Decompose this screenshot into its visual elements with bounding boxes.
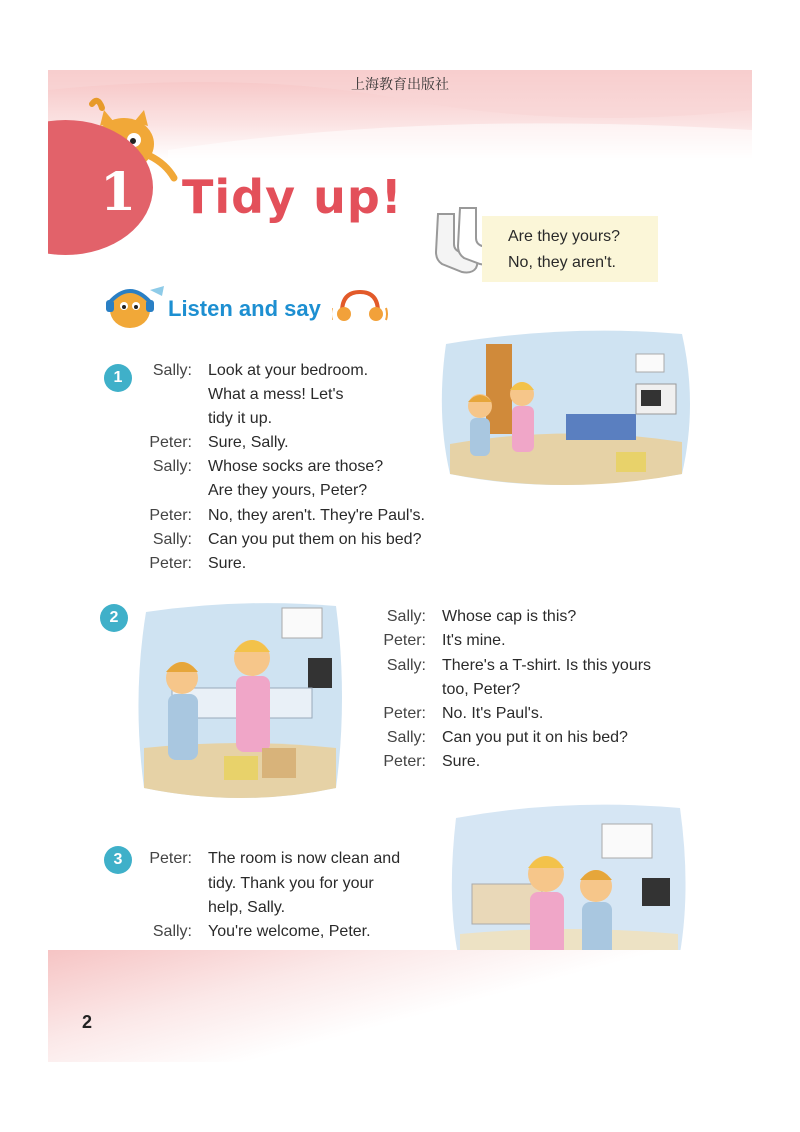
dialogue-line: tidy it up. — [208, 410, 273, 427]
headphones-icon — [332, 288, 388, 324]
speaker: Peter: — [149, 555, 192, 572]
speaker: Peter: — [383, 705, 426, 722]
dialogue-line: Sure. — [208, 555, 247, 572]
dialogue-line: Whose socks are those? — [208, 458, 384, 475]
page-number: 2 — [82, 1012, 93, 1032]
speaker: Sally: — [152, 362, 192, 379]
unit-title: Tidy up! — [182, 170, 403, 224]
speaker: Sally: — [152, 531, 192, 548]
speaker: Peter: — [149, 434, 192, 451]
cap-tshirt-illustration — [132, 598, 348, 804]
dialogue-number-1: 1 — [104, 364, 132, 392]
textbook-page — [48, 70, 752, 1062]
dialogue-line: It's mine. — [442, 632, 506, 649]
speaker: Sally: — [386, 608, 426, 625]
section-title: Listen and say — [168, 296, 321, 321]
dialogue-line: Can you put them on his bed? — [208, 531, 422, 548]
speaker: Sally: — [386, 729, 426, 746]
publisher-name: 上海教育出版社 — [351, 77, 449, 93]
dialogue-line: No, they aren't. They're Paul's. — [208, 507, 425, 524]
speaker: Sally: — [152, 458, 192, 475]
dialogue-line: Sure. — [442, 753, 481, 770]
unit-number: 1 — [100, 162, 137, 223]
dialogue-line: There's a T-shirt. Is this yours — [442, 657, 652, 674]
dialogue-number-2: 2 — [100, 604, 128, 632]
dialogue-line: help, Sally. — [208, 899, 286, 916]
speaker: Sally: — [386, 657, 426, 674]
dialogue-line: too, Peter? — [442, 681, 521, 698]
dialogue-line: The room is now clean and — [208, 850, 401, 867]
key-sentence-2: No, they aren't. — [508, 254, 616, 271]
dialogue-line: tidy. Thank you for your — [208, 875, 374, 892]
dialogue-line: No. It's Paul's. — [442, 705, 544, 722]
dialogue-line: What a mess! Let's — [208, 386, 344, 403]
bedroom-mess-illustration — [436, 324, 694, 488]
speaker: Peter: — [383, 632, 426, 649]
footer-band — [48, 950, 752, 1062]
dialogue-line: Whose cap is this? — [442, 608, 577, 625]
speaker: Peter: — [149, 507, 192, 524]
dialogue-line: Are they yours, Peter? — [208, 482, 368, 499]
speaker: Sally: — [152, 923, 192, 940]
dialogue-line: Can you put it on his bed? — [442, 729, 628, 746]
dialogue-line: Look at your bedroom. — [208, 362, 369, 379]
speaker: Peter: — [383, 753, 426, 770]
key-sentence-1: Are they yours? — [508, 228, 621, 245]
listening-cat-icon — [100, 282, 170, 332]
dialogue-line: You're welcome, Peter. — [208, 923, 371, 940]
dialogue-line: Sure, Sally. — [208, 434, 289, 451]
dialogue-number-3: 3 — [104, 846, 132, 874]
key-sentence-box — [482, 216, 658, 282]
speaker: Peter: — [149, 850, 192, 867]
